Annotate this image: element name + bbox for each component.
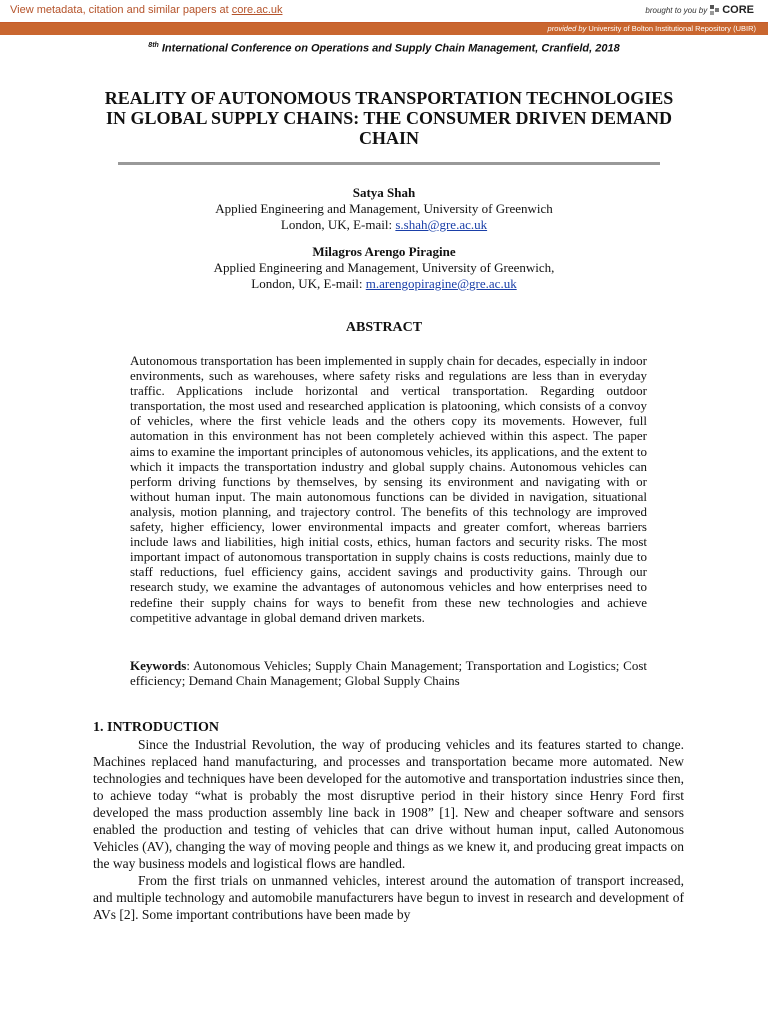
core-logo-icon: [710, 5, 720, 16]
section-heading-introduction: 1. INTRODUCTION: [93, 720, 220, 735]
paper-title: REALITY OF AUTONOMOUS TRANSPORTATION TECHNOLOGIES IN GLOBAL SUPPLY CHAINS: THE CONSUMER DRIVEN DEMAND CHAIN: [104, 88, 674, 148]
abstract-text: Autonomous transportation has been implemented in supply chain for decades, especially in indoor environments, such as warehouses, where safety risks and regulations are less than in everyday traffic. Applications include horizontal and vertical transportation. Regarding outdoor transportation, the most used and researched application is platooning, which consists of a convoy of vehicles, where the first vehicle leads and the others copy its movements. However, full automation in this environment has not been completely achieved within this aspect. The paper aims to examine the important principles of autonomous vehicles, its applications, and the extent to which it impacts the transportation industry and global supply chains. Autonomous vehicles can perform driving functions by themselves, by sensing its environment and navigating with or without human input. The main autonomous functions can be divided in navigation, situational analysis, motion planning, and trajectory control. The benefits of this technology are improved safety, higher efficiency, lower environmental impacts and greater comfort, whereas barriers include laws and liabilities, high initial costs, ethics, human factors and security risks. The most important impact of autonomous transportation in supply chains is costs reductions, mainly due to staff reductions, fuel efficiency gains, accident savings and productivity gains. Through our research study, we examine the advantages of autonomous vehicles and how enterprises need to redefine their supply chains for ways to benefit from these new technologies and achieve competitive advantage in global demand driven markets.: [130, 353, 647, 625]
provided-bar: [0, 23, 768, 35]
abstract-heading: ABSTRACT: [345, 320, 423, 335]
paragraph: Since the Industrial Revolution, the way of producing vehicles and its features started to change. Machines replaced hand manufacturing, and processes and transportation became more automated. New technologies and techniques have been developed for the automotive and transportation industries since then, to achieve today “what is probably the most disruptive period in their history since Henry Ford first developed the mass production assembly line back in 1908” [1]. New and cheaper software and sensors enabled the production and testing of vehicles that can drive without human input, called Autonomous Vehicles (AV), changing the way of moving people and things as we knew it, and producing great impacts on the way business models and logistical flows are handled.: [93, 737, 684, 871]
paragraph: From the first trials on unmanned vehicles, interest around the automation of transport increased, and multiple technology and automobile manufacturers have begun to invest in research and development of AVs [2]. Some important contributions have been made by: [93, 872, 684, 922]
author-location: London, UK, E-mail: m.arengopiragine@gre.ac.uk: [251, 276, 517, 291]
author-1: [0, 185, 768, 233]
keywords-label: Keywords: [130, 658, 187, 673]
core-metadata-link[interactable]: View metadata, citation and similar papers at core.ac.uk: [10, 4, 283, 16]
core-banner: [0, 0, 768, 23]
author-affiliation: Applied Engineering and Management, University of Greenwich: [215, 201, 553, 216]
provided-by-text[interactable]: provided by University of Bolton Institutional Repository (UBIR): [547, 24, 756, 33]
author-email-link[interactable]: m.arengopiragine@gre.ac.uk: [365, 276, 517, 291]
author-name: Satya Shah: [352, 185, 416, 200]
keywords-text: : Autonomous Vehicles; Supply Chain Management; Transportation and Logistics; Cost efficiency; Demand Chain Management; Global Supply Chains: [130, 658, 647, 689]
introduction-body: [93, 737, 684, 923]
author-location: London, UK, E-mail: s.shah@gre.ac.uk: [280, 217, 488, 232]
keywords: [130, 658, 647, 689]
conference-header: $^{8th}$ International Conference on Operations and Supply Chain Management, Cranfield, 2018: [148, 42, 620, 55]
author-email-link[interactable]: s.shah@gre.ac.uk: [395, 217, 488, 232]
core-brought-by[interactable]: brought to you by CORE: [645, 4, 754, 16]
author-name: Milagros Arengo Piragine: [312, 244, 456, 259]
author-2: [0, 244, 768, 292]
author-affiliation: Applied Engineering and Management, University of Greenwich,: [213, 260, 555, 275]
title-rule: [118, 162, 660, 165]
core-logo: CORE: [710, 4, 754, 16]
